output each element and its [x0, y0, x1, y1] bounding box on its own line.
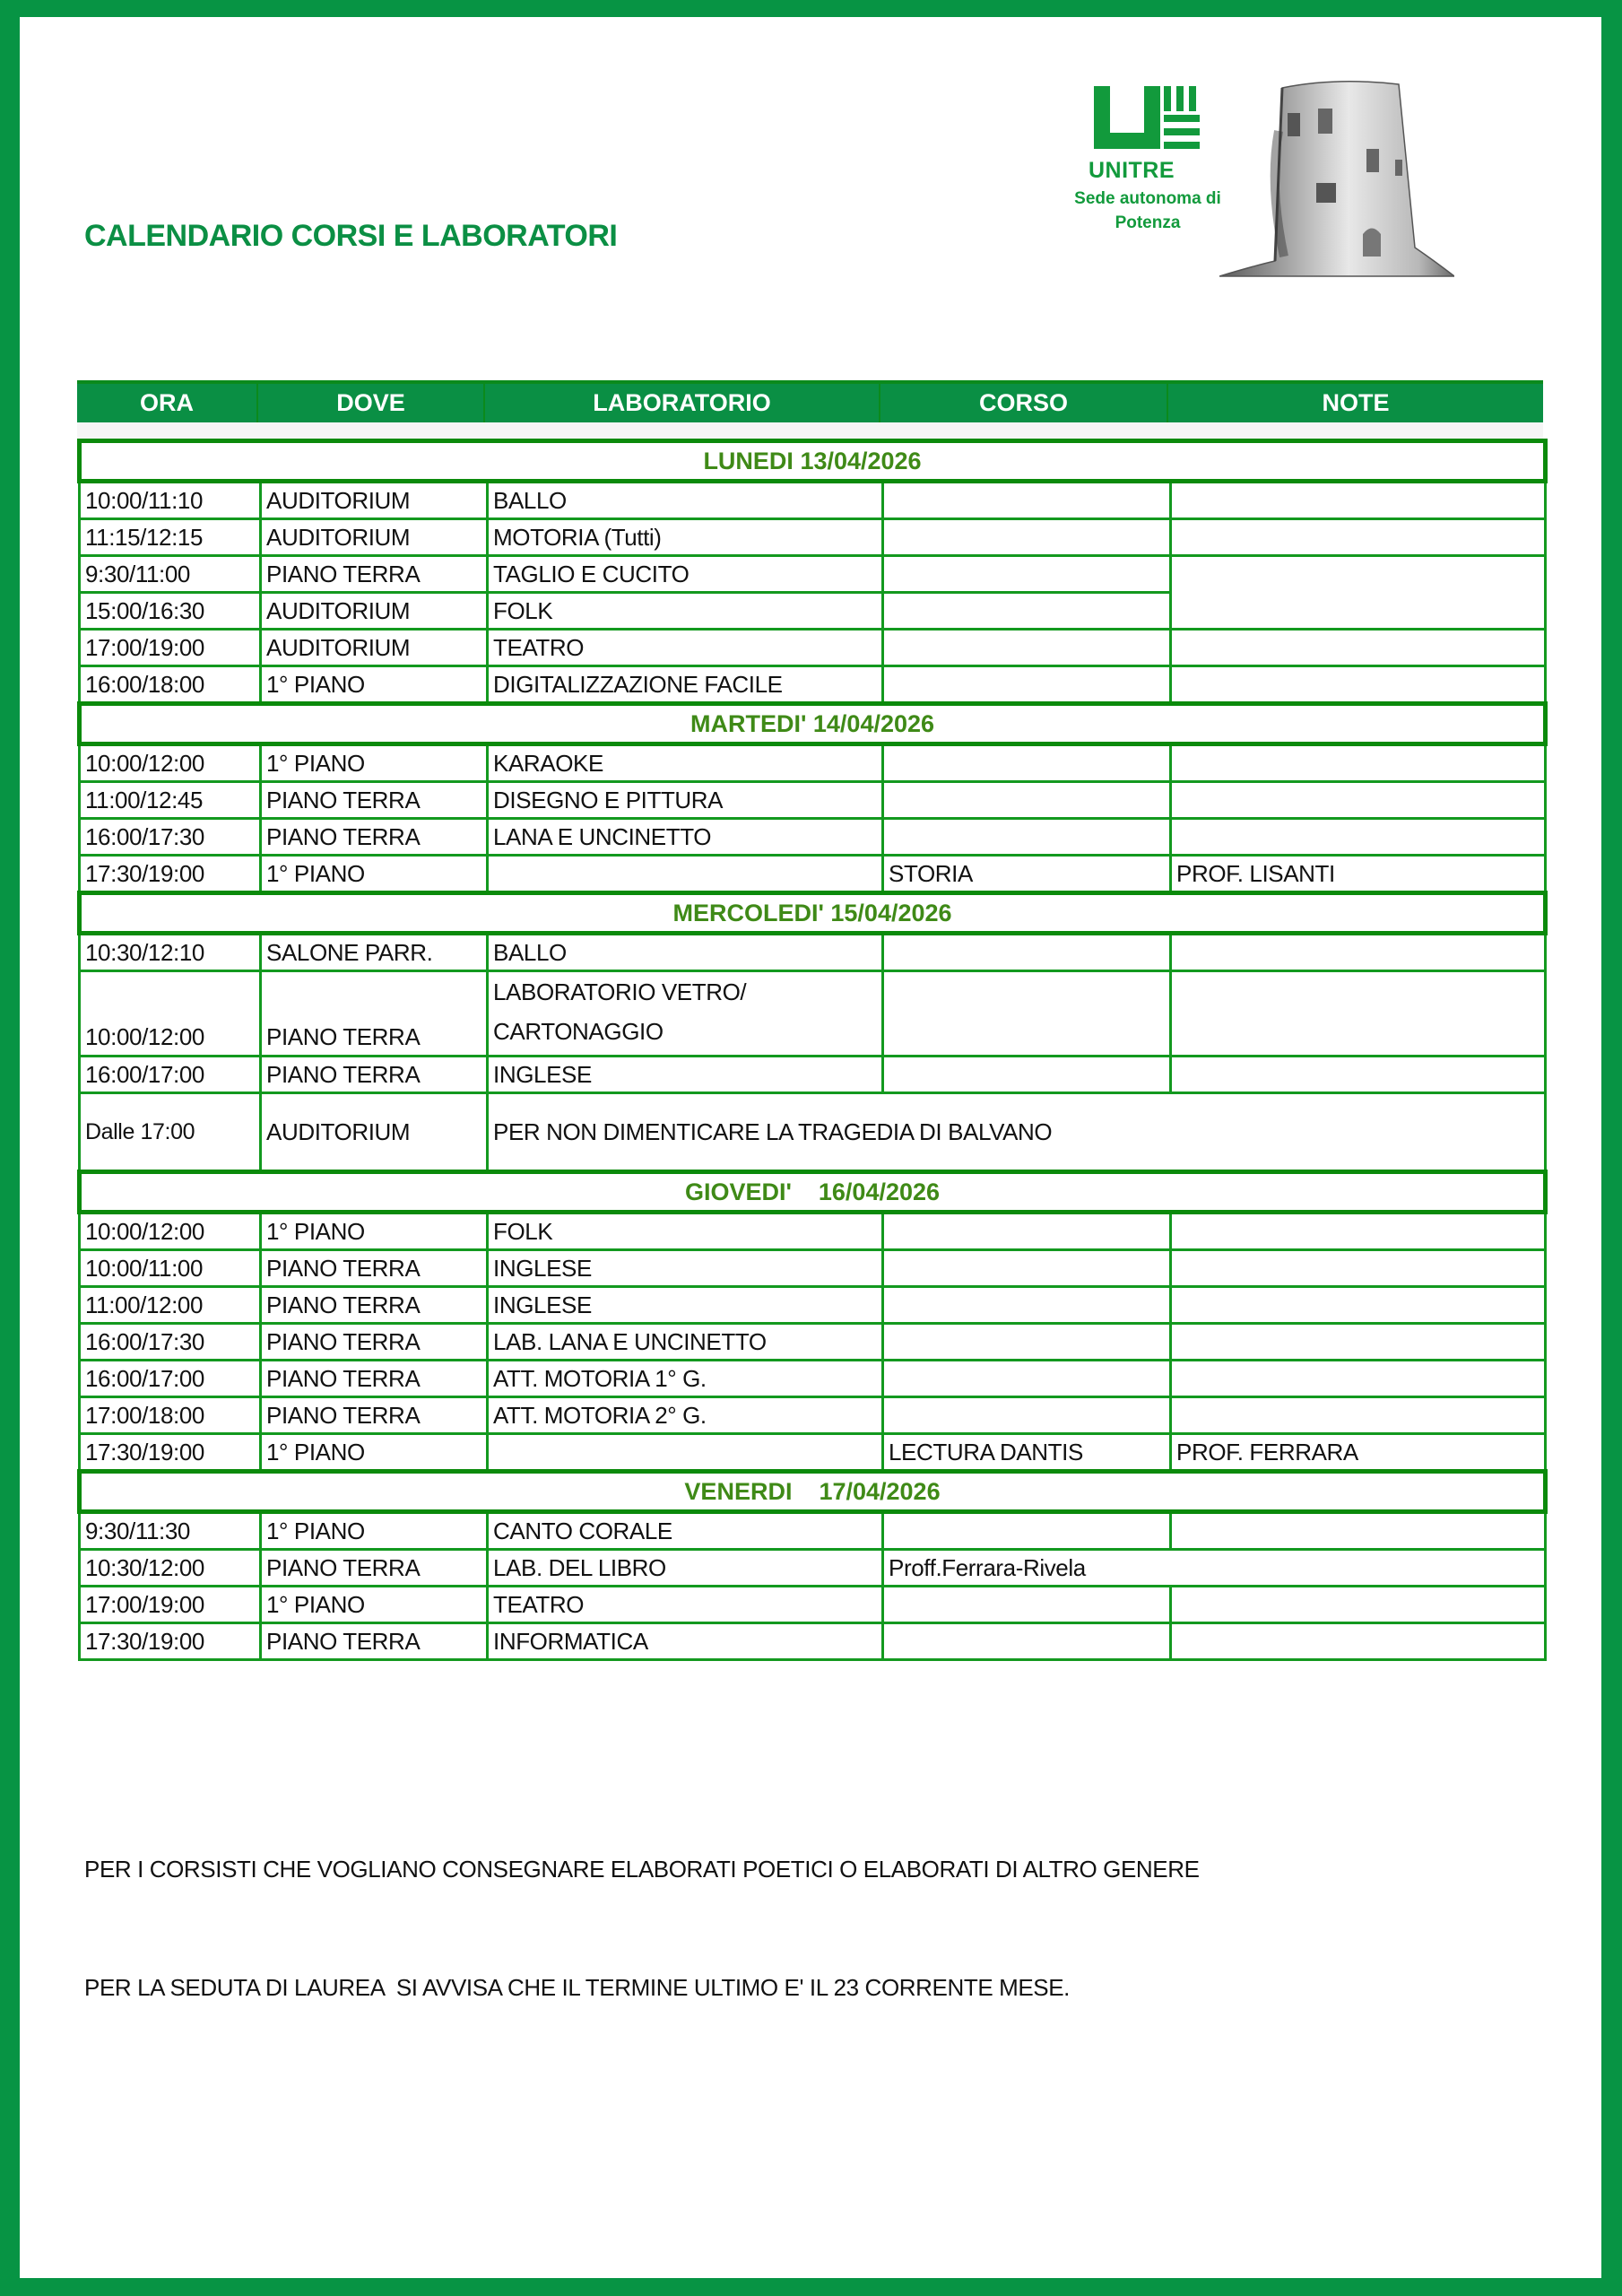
cell-laboratorio: MOTORIA (Tutti) — [488, 519, 883, 556]
column-header-ora: ORA — [77, 384, 258, 422]
table-row — [80, 1587, 1546, 1623]
cell-ora: 16:00/17:00 — [80, 1057, 261, 1093]
cell-ora: 17:30/19:00 — [80, 1434, 261, 1472]
cell-corso — [883, 1587, 1171, 1623]
table-row — [80, 1287, 1546, 1324]
cell-corso — [883, 519, 1171, 556]
unitre-logo — [1040, 75, 1462, 287]
cell-corso — [883, 1213, 1171, 1250]
cell-note-merged — [1171, 556, 1546, 630]
cell-laboratorio — [488, 1434, 883, 1472]
cell-ora: 16:00/17:00 — [80, 1361, 261, 1397]
cell-laboratorio: LAB. DEL LIBRO — [488, 1550, 883, 1587]
notice-line-1: PER I CORSISTI CHE VOGLIANO CONSEGNARE ELABORATI POETICI O ELABORATI DI ALTRO GENERE — [84, 1856, 1200, 1883]
cell-ora: 9:30/11:00 — [80, 556, 261, 593]
cell-dove: PIANO TERRA — [261, 1057, 488, 1093]
cell-note — [1171, 819, 1546, 856]
cell-corso — [883, 1361, 1171, 1397]
cell-note — [1171, 630, 1546, 666]
day-row-mercoledi — [80, 893, 1546, 934]
cell-note — [1171, 1397, 1546, 1434]
cell-laboratorio: TAGLIO E CUCITO — [488, 556, 883, 593]
table-row-event — [80, 1093, 1546, 1172]
table-row — [80, 666, 1546, 704]
cell-note — [1171, 519, 1546, 556]
table-row — [80, 482, 1546, 519]
column-header-dove: DOVE — [258, 384, 485, 422]
cell-ora: 10:00/12:00 — [80, 1213, 261, 1250]
cell-laboratorio: KARAOKE — [488, 744, 883, 782]
table-row — [80, 782, 1546, 819]
cell-ora: 17:30/19:00 — [80, 1623, 261, 1660]
cell-dove: 1° PIANO — [261, 1434, 488, 1472]
cell-note — [1171, 744, 1546, 782]
cell-laboratorio: FOLK — [488, 1213, 883, 1250]
cell-dove: PIANO TERRA — [261, 1250, 488, 1287]
page-title: CALENDARIO CORSI E LABORATORI — [84, 219, 618, 253]
cell-ora: 10:00/11:00 — [80, 1250, 261, 1287]
cell-ora: 17:00/19:00 — [80, 630, 261, 666]
cell-laboratorio: TEATRO — [488, 1587, 883, 1623]
cell-laboratorio: INFORMATICA — [488, 1623, 883, 1660]
cell-note — [1171, 1361, 1546, 1397]
table-row — [80, 1397, 1546, 1434]
table-row — [80, 630, 1546, 666]
cell-note — [1171, 1623, 1546, 1660]
column-header-note: NOTE — [1322, 389, 1390, 416]
cell-laboratorio: BALLO — [488, 934, 883, 971]
table-row — [80, 1250, 1546, 1287]
cell-note — [1171, 782, 1546, 819]
cell-corso — [883, 556, 1171, 593]
cell-laboratorio: FOLK — [488, 593, 883, 630]
cell-dove: PIANO TERRA — [261, 819, 488, 856]
cell-laboratorio: LABORATORIO VETRO/ CARTONAGGIO — [488, 971, 883, 1057]
table-row — [80, 934, 1546, 971]
cell-laboratorio: ATT. MOTORIA 1° G. — [488, 1361, 883, 1397]
notice-line-2: PER LA SEDUTA DI LAUREA SI AVVISA CHE IL TERMINE ULTIMO E' IL 23 CORRENTE MESE. — [84, 1974, 1070, 2001]
cell-laboratorio: DIGITALIZZAZIONE FACILE — [488, 666, 883, 704]
day-row-martedi — [80, 704, 1546, 744]
cell-dove: AUDITORIUM — [261, 519, 488, 556]
cell-note — [1171, 666, 1546, 704]
cell-laboratorio: ATT. MOTORIA 2° G. — [488, 1397, 883, 1434]
cell-note — [1171, 1287, 1546, 1324]
cell-dove: AUDITORIUM — [261, 482, 488, 519]
logo-bars-horizontal — [1164, 115, 1200, 149]
cell-ora: 11:00/12:00 — [80, 1287, 261, 1324]
cell-ora: 10:30/12:00 — [80, 1550, 261, 1587]
cell-laboratorio: INGLESE — [488, 1250, 883, 1287]
cell-dove: PIANO TERRA — [261, 1623, 488, 1660]
cell-dove: AUDITORIUM — [261, 630, 488, 666]
cell-corso — [883, 1623, 1171, 1660]
cell-corso — [883, 1397, 1171, 1434]
table-row — [80, 1434, 1546, 1472]
cell-dove: 1° PIANO — [261, 744, 488, 782]
logo-subtitle-line2: Potenza — [1115, 213, 1181, 232]
cell-corso — [883, 1287, 1171, 1324]
unitre-logo-icon — [1094, 86, 1160, 149]
table-row — [80, 856, 1546, 893]
logo-bars-vertical — [1164, 86, 1196, 111]
cell-corso — [883, 1324, 1171, 1361]
cell-corso: STORIA — [883, 856, 1171, 893]
cell-laboratorio: BALLO — [488, 482, 883, 519]
cell-note: PROF. FERRARA — [1171, 1434, 1546, 1472]
cell-dove: SALONE PARR. — [261, 934, 488, 971]
cell-ora: 16:00/17:30 — [80, 1324, 261, 1361]
table-row — [80, 1550, 1546, 1587]
cell-ora: 17:00/19:00 — [80, 1587, 261, 1623]
cell-corso — [883, 744, 1171, 782]
cell-corso — [883, 1057, 1171, 1093]
cell-dove: PIANO TERRA — [261, 1361, 488, 1397]
cell-note — [1171, 1324, 1546, 1361]
cell-corso: LECTURA DANTIS — [883, 1434, 1171, 1472]
cell-laboratorio: LAB. LANA E UNCINETTO — [488, 1324, 883, 1361]
table-row — [80, 1057, 1546, 1093]
cell-note — [1171, 1250, 1546, 1287]
day-label: LUNEDI 13/04/2026 — [80, 441, 1546, 482]
cell-dove: PIANO TERRA — [261, 782, 488, 819]
cell-ora: 9:30/11:30 — [80, 1512, 261, 1550]
cell-corso — [883, 819, 1171, 856]
cell-event-merged: PER NON DIMENTICARE LA TRAGEDIA DI BALVANO — [488, 1093, 1546, 1172]
cell-laboratorio: DISEGNO E PITTURA — [488, 782, 883, 819]
cell-note — [1171, 1057, 1546, 1093]
cell-note: PROF. LISANTI — [1171, 856, 1546, 893]
cell-corso — [883, 1250, 1171, 1287]
cell-laboratorio — [488, 856, 883, 893]
cell-laboratorio: CANTO CORALE — [488, 1512, 883, 1550]
table-row — [80, 519, 1546, 556]
cell-dove: PIANO TERRA — [261, 1397, 488, 1434]
cell-laboratorio: LANA E UNCINETTO — [488, 819, 883, 856]
cell-ora: 11:15/12:15 — [80, 519, 261, 556]
cell-note — [1171, 934, 1546, 971]
cell-laboratorio: INGLESE — [488, 1287, 883, 1324]
cell-note — [1171, 1213, 1546, 1250]
cell-ora: 16:00/18:00 — [80, 666, 261, 704]
cell-corso — [883, 934, 1171, 971]
logo-name: UNITRE — [1088, 158, 1175, 183]
table-row — [80, 1324, 1546, 1361]
header-gap — [77, 422, 1543, 439]
cell-dove: 1° PIANO — [261, 1512, 488, 1550]
table-row — [80, 1623, 1546, 1660]
cell-dove: PIANO TERRA — [261, 1287, 488, 1324]
table-row — [80, 1361, 1546, 1397]
table-row — [80, 556, 1546, 593]
table-header — [77, 380, 1543, 422]
notice-text — [84, 1770, 1200, 2047]
cell-laboratorio: TEATRO — [488, 630, 883, 666]
cell-corso — [883, 1512, 1171, 1550]
cell-ora: 16:00/17:30 — [80, 819, 261, 856]
cell-ora: 10:30/12:10 — [80, 934, 261, 971]
logo-subtitle-line1: Sede autonoma di — [1074, 189, 1221, 208]
cell-ora: 10:00/11:10 — [80, 482, 261, 519]
cell-corso — [883, 782, 1171, 819]
table-row — [80, 1213, 1546, 1250]
cell-ora: Dalle 17:00 — [80, 1093, 261, 1172]
table-row — [80, 819, 1546, 856]
table-row — [80, 744, 1546, 782]
cell-corso — [883, 593, 1171, 630]
table-row — [80, 971, 1546, 1057]
day-row-giovedi — [80, 1172, 1546, 1213]
cell-ora: 10:00/12:00 — [80, 971, 261, 1057]
cell-corso — [883, 482, 1171, 519]
cell-dove: PIANO TERRA — [261, 1324, 488, 1361]
cell-ora: 17:30/19:00 — [80, 856, 261, 893]
cell-ora: 10:00/12:00 — [80, 744, 261, 782]
cell-laboratorio: INGLESE — [488, 1057, 883, 1093]
table-row — [80, 1512, 1546, 1550]
day-label: MARTEDI' 14/04/2026 — [80, 704, 1546, 744]
cell-dove: PIANO TERRA — [261, 1550, 488, 1587]
column-header-laboratorio: LABORATORIO — [485, 384, 880, 422]
cell-dove: 1° PIANO — [261, 1587, 488, 1623]
schedule-grid — [77, 439, 1548, 1661]
cell-corso — [883, 630, 1171, 666]
cell-corso — [883, 666, 1171, 704]
cell-corso-merged: Proff.Ferrara-Rivela — [883, 1550, 1546, 1587]
cell-dove: 1° PIANO — [261, 856, 488, 893]
cell-note — [1171, 482, 1546, 519]
cell-note — [1171, 1587, 1546, 1623]
cell-dove: 1° PIANO — [261, 1213, 488, 1250]
cell-note — [1171, 1512, 1546, 1550]
cell-dove: PIANO TERRA — [261, 556, 488, 593]
tower-illustration-icon — [1219, 77, 1454, 285]
cell-ora: 17:00/18:00 — [80, 1397, 261, 1434]
day-row-venerdi — [80, 1472, 1546, 1512]
cell-dove: 1° PIANO — [261, 666, 488, 704]
column-header-corso: CORSO — [880, 384, 1168, 422]
cell-dove: PIANO TERRA — [261, 971, 488, 1057]
schedule-table — [77, 380, 1543, 1661]
day-row-lunedi — [80, 441, 1546, 482]
day-label: MERCOLEDI' 15/04/2026 — [80, 893, 1546, 934]
day-label: VENERDI 17/04/2026 — [80, 1472, 1546, 1512]
cell-dove: AUDITORIUM — [261, 593, 488, 630]
cell-ora: 15:00/16:30 — [80, 593, 261, 630]
cell-ora: 11:00/12:45 — [80, 782, 261, 819]
cell-note — [1171, 971, 1546, 1057]
day-label: GIOVEDI' 16/04/2026 — [80, 1172, 1546, 1213]
cell-corso — [883, 971, 1171, 1057]
cell-dove: AUDITORIUM — [261, 1093, 488, 1172]
